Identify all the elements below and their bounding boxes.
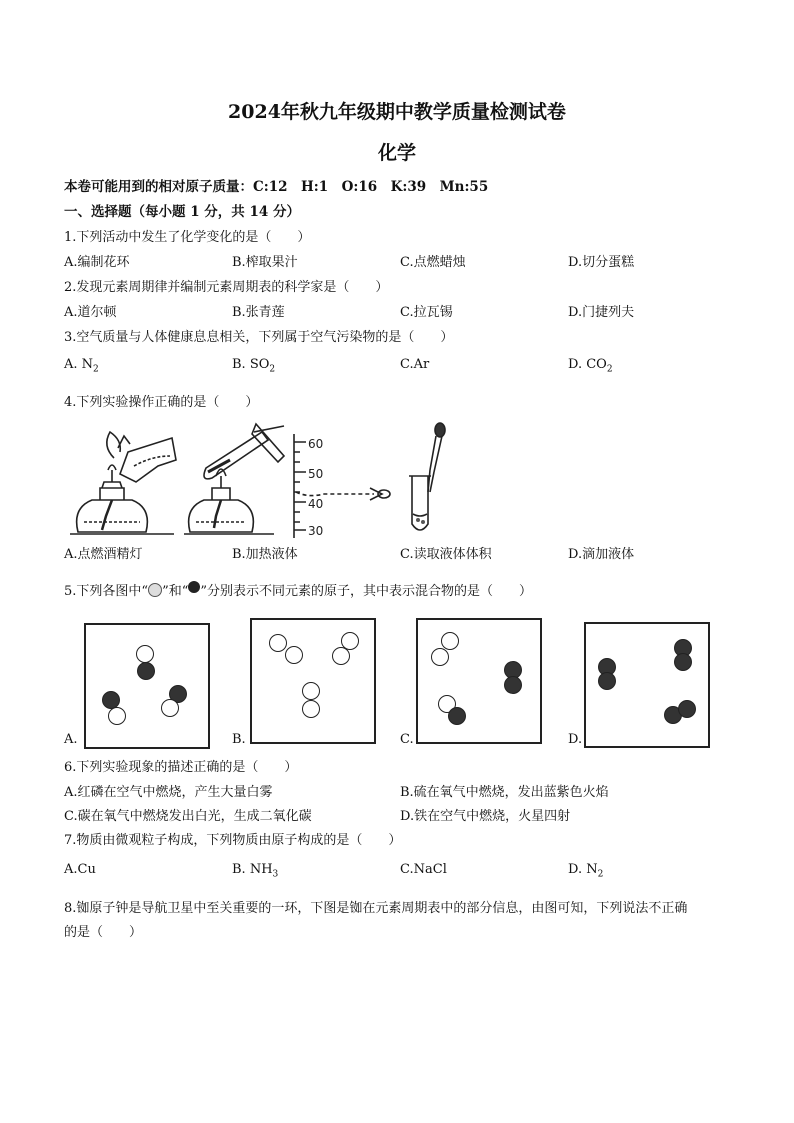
q6-option-b: B.硫在氧气中燃烧，发出蓝紫色火焰 <box>400 785 609 800</box>
q1-option-d: D.切分蛋糕 <box>568 255 635 270</box>
white-atom <box>302 682 320 700</box>
question-1-stem: 1.下列活动中发生了化学变化的是（ ） <box>64 230 311 245</box>
heating-liquid-diagram <box>180 420 290 538</box>
q5-option-a: A. <box>64 732 78 747</box>
cylinder-tick-40: 40 <box>308 497 324 511</box>
q2-option-a: A.道尔顿 <box>64 305 117 320</box>
black-atom <box>674 653 692 671</box>
q6-option-c: C.碳在氧气中燃烧发出白光，生成二氧化碳 <box>64 809 312 824</box>
q3-option-b: B. $SO_2$ <box>232 357 276 375</box>
q2-option-d: D.门捷列夫 <box>568 305 635 320</box>
q3-option-d: D. $CO_2$ <box>568 357 613 375</box>
q5-option-b: B. <box>232 732 246 747</box>
q1-option-c: C.点燃蜡烛 <box>400 255 466 270</box>
white-atom <box>108 707 126 725</box>
molecule-box-c <box>416 618 542 744</box>
question-8-stem-line-2: 的是（ ） <box>64 925 143 940</box>
q4-option-a: A.点燃酒精灯 <box>64 547 143 562</box>
atomic-mass-note: 本卷可能用到的相对原子质量：C:12 H:1 O:16 K:39 Mn:55 <box>64 179 489 195</box>
question-7-stem: 7.物质由微观粒子构成，下列物质由原子构成的是（ ） <box>64 833 402 848</box>
q7-option-a: A.Cu <box>64 862 96 877</box>
black-atom <box>504 676 522 694</box>
subject-title: 化学 <box>377 142 416 164</box>
graduated-cylinder-diagram <box>290 434 400 538</box>
q3-option-a: A. $N_2$ <box>64 357 99 375</box>
q1-option-a: A.编制花环 <box>64 255 130 270</box>
cylinder-tick-60: 60 <box>308 437 324 451</box>
white-atom <box>285 646 303 664</box>
molecule-box-a <box>84 623 210 749</box>
q2-option-c: C.拉瓦锡 <box>400 305 453 320</box>
white-atom <box>441 632 459 650</box>
white-atom <box>302 700 320 718</box>
question-3-stem: 3.空气质量与人体健康息息相关，下列属于空气污染物的是（ ） <box>64 330 454 345</box>
white-atom <box>136 645 154 663</box>
black-atom-icon <box>188 581 200 593</box>
white-atom-icon <box>148 583 162 597</box>
q7-option-d: D. $N_2$ <box>568 862 604 880</box>
q5-option-d: D. <box>568 732 583 747</box>
molecule-box-d <box>584 622 710 748</box>
question-6-stem: 6.下列实验现象的描述正确的是（ ） <box>64 760 298 775</box>
q4-option-b: B.加热液体 <box>232 547 298 562</box>
white-atom <box>161 699 179 717</box>
q1-option-b: B.榨取果汁 <box>232 255 298 270</box>
white-atom <box>332 647 350 665</box>
q6-option-a: A.红磷在空气中燃烧，产生大量白雾 <box>64 785 273 800</box>
question-2-stem: 2.发现元素周期律并编制元素周期表的科学家是（ ） <box>64 280 389 295</box>
q4-option-c: C.读取液体体积 <box>400 547 492 562</box>
q5-option-c: C. <box>400 732 414 747</box>
question-4-stem: 4.下列实验操作正确的是（ ） <box>64 395 259 410</box>
lamp-lighting-diagram <box>62 426 182 538</box>
q7-option-c: C.NaCl <box>400 862 447 877</box>
black-atom <box>598 672 616 690</box>
q6-option-d: D.铁在空气中燃烧，火星四射 <box>400 809 571 824</box>
white-atom <box>431 648 449 666</box>
q7-option-b: B. $NH_3$ <box>232 862 279 880</box>
white-atom <box>269 634 287 652</box>
cylinder-tick-50: 50 <box>308 467 324 481</box>
section-heading: 一、选择题（每小题 1 分，共 14 分） <box>64 204 300 220</box>
exam-title: 2024年秋九年级期中教学质量检测试卷 <box>228 101 566 123</box>
dropper-diagram <box>404 420 464 538</box>
question-8-stem-line-1: 8.铷原子钟是导航卫星中至关重要的一环，下图是铷在元素周期表中的部分信息，由图可知，下列说法不正确 <box>64 901 688 916</box>
cylinder-tick-30: 30 <box>308 524 324 538</box>
q3-option-c: C.Ar <box>400 357 430 372</box>
black-atom <box>448 707 466 725</box>
q2-option-b: B.张青莲 <box>232 305 285 320</box>
black-atom <box>137 662 155 680</box>
molecule-box-b <box>250 618 376 744</box>
question-5-stem: 5.下列各图中“ ”和“ ”分别表示不同元素的原子，其中表示混合物的是（ ） <box>64 580 532 599</box>
black-atom <box>678 700 696 718</box>
q4-option-d: D.滴加液体 <box>568 547 635 562</box>
